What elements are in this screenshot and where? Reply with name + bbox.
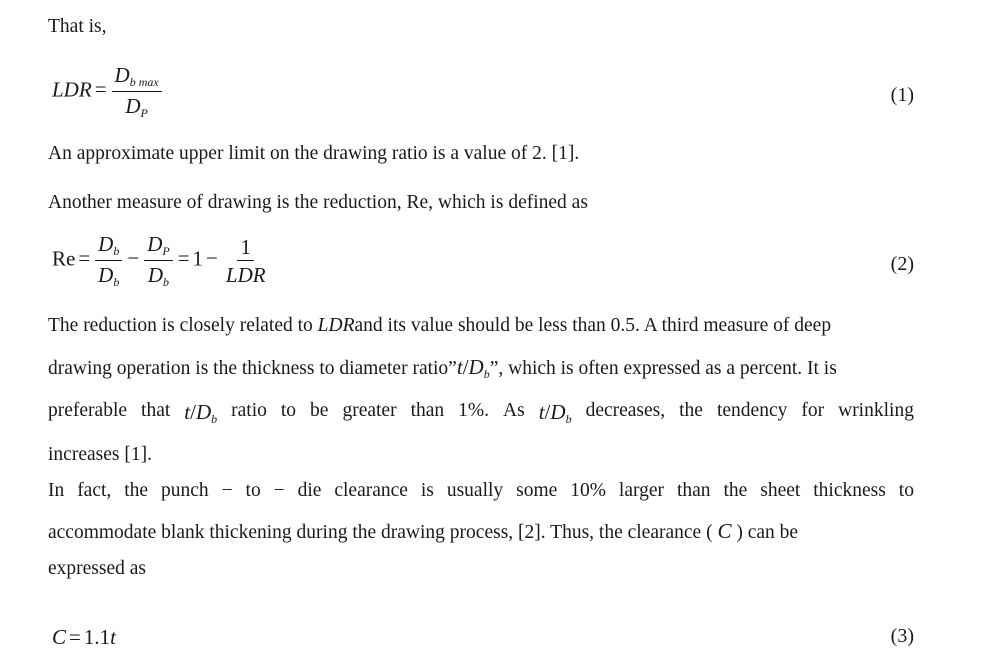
eq2-fraction-2	[144, 233, 173, 288]
eq2-minus-2: −	[206, 246, 218, 271]
para4-l1-word: to	[898, 480, 914, 501]
para3-l2-D: D	[468, 355, 484, 379]
eq3-coefficient: 1.1	[83, 625, 111, 649]
eq1-number: (1)	[890, 84, 914, 106]
para3-l3-word: wrinkling	[838, 400, 914, 421]
intro-text: That is,	[48, 16, 107, 37]
eq2-f3-den: LDR	[225, 262, 266, 287]
eq2-f2-num-sub: P	[162, 244, 170, 258]
paragraph-3-line-4: increases [1].	[48, 444, 152, 465]
para4-l1-word: fact,	[77, 480, 112, 501]
para4-l2-a: accommodate blank thickening during the drawing process, [2]. Thus, the clearance (	[48, 522, 713, 543]
para3-l3-word: than	[410, 400, 445, 421]
eq2-f1-num-sub: b	[113, 244, 120, 258]
para2-symbol: Re	[406, 192, 429, 213]
eq2-f2-den: D	[147, 262, 164, 287]
eq2-f2-num: D	[147, 232, 163, 256]
para3-l2-a: drawing operation is the thickness to diameter ratio”	[48, 358, 457, 379]
para4-l1-word: is	[420, 480, 434, 501]
eq2-minus-1: −	[127, 246, 140, 271]
eq2-f3-num: 1	[237, 236, 254, 261]
paragraph-reduction	[48, 192, 588, 214]
para4-l1-word: clearance	[334, 480, 408, 501]
eq3-variable: t	[110, 625, 116, 649]
para4-l1-word: the	[124, 480, 149, 501]
equation-1	[52, 64, 164, 119]
eq3-equals: =	[69, 625, 81, 649]
para3-l3-word: ratio	[231, 400, 267, 421]
para4-l1-word: some	[516, 480, 558, 501]
para3-l3-word: greater	[342, 400, 397, 421]
eq2-f2-den-sub: b	[163, 274, 170, 289]
para3-l2-t: t	[456, 355, 463, 379]
paragraph-3-line-1	[48, 315, 831, 337]
eq2-number: (2)	[890, 253, 914, 275]
para3-l1-b: and its value should be less than 0.5. A third measure of deep	[354, 315, 832, 336]
para4-l1-word: sheet	[760, 480, 801, 501]
para2-text-b: , which is defined as	[428, 192, 588, 213]
eq2-equals-1: =	[78, 246, 91, 271]
para3-l2-sub: b	[483, 367, 490, 381]
eq1-equals: =	[94, 77, 107, 102]
para3-l3-word: decreases,	[585, 400, 666, 421]
eq2-fraction-3	[223, 236, 269, 286]
para3-l3-word: As	[503, 400, 525, 421]
para4-l1-word: thickness	[813, 480, 886, 501]
eq2-lhs: Re	[52, 246, 76, 271]
para3-l3-ratio-1: $t/D_b$	[184, 400, 218, 426]
equation-3	[52, 625, 116, 650]
eq1-den: D	[125, 93, 141, 118]
para4-l1-word: usually	[446, 480, 504, 501]
para4-l1-word: −	[273, 480, 285, 501]
para4-l1-word: larger	[618, 480, 665, 501]
paragraph-4-line-2	[48, 519, 798, 544]
paragraph-upper-limit: An approximate upper limit on the drawing ratio is a value of 2. [1].	[48, 143, 580, 164]
paragraph-4-line-1	[48, 480, 914, 502]
para3-l1-a: The reduction is closely related to	[48, 315, 313, 336]
para3-l3-word: for	[801, 400, 825, 421]
equation-2	[52, 233, 271, 288]
paragraph-3-line-2	[48, 355, 837, 382]
para3-l3-word: preferable	[48, 400, 128, 421]
para3-l3-word: be	[310, 400, 329, 421]
para3-l1-symbol: LDR	[317, 315, 355, 336]
eq2-fraction-1	[95, 233, 122, 288]
eq1-lhs: LDR	[52, 77, 92, 102]
para4-l1-word: than	[676, 480, 711, 501]
eq2-f1-den-sub: b	[113, 274, 120, 289]
para3-l3-word: to	[280, 400, 297, 421]
eq2-f1-num: D	[98, 232, 114, 256]
para4-l2-symbol: C	[717, 519, 732, 543]
para4-l1-word: −	[221, 480, 233, 501]
eq1-num: D	[114, 63, 130, 87]
eq3-number: (3)	[890, 625, 914, 647]
para4-l2-b: ) can be	[736, 522, 799, 543]
paragraph-4-line-3: expressed as	[48, 558, 147, 579]
para4-l1-word: In	[48, 480, 65, 501]
para4-l1-word: 10%	[570, 480, 606, 501]
para3-l2-b: ”, which is often expressed as a percent. It is	[489, 358, 837, 379]
para2-text-a: Another measure of drawing is the reduction,	[48, 192, 402, 213]
paragraph-3-line-3	[48, 400, 914, 427]
para4-l1-word: die	[297, 480, 322, 501]
eq2-equals-2: =	[177, 246, 190, 271]
eq1-fraction	[112, 64, 162, 119]
eq2-one: 1	[192, 246, 204, 271]
eq1-num-sub: b max	[129, 75, 159, 89]
eq2-f1-den: D	[98, 262, 114, 287]
para3-l3-word: that	[141, 400, 171, 421]
para4-l1-word: punch	[161, 480, 209, 501]
para3-l3-word: 1%.	[458, 400, 490, 421]
para3-l3-word: the	[679, 400, 703, 421]
eq1-den-sub: P	[140, 105, 148, 120]
para4-l1-word: to	[245, 480, 261, 501]
para4-l1-word: the	[723, 480, 748, 501]
para3-l2-slash: /	[462, 355, 469, 379]
para3-l3-word: tendency	[716, 400, 788, 421]
eq3-lhs: C	[52, 625, 67, 649]
para3-l3-ratio-2: $t/D_b$	[538, 400, 572, 426]
